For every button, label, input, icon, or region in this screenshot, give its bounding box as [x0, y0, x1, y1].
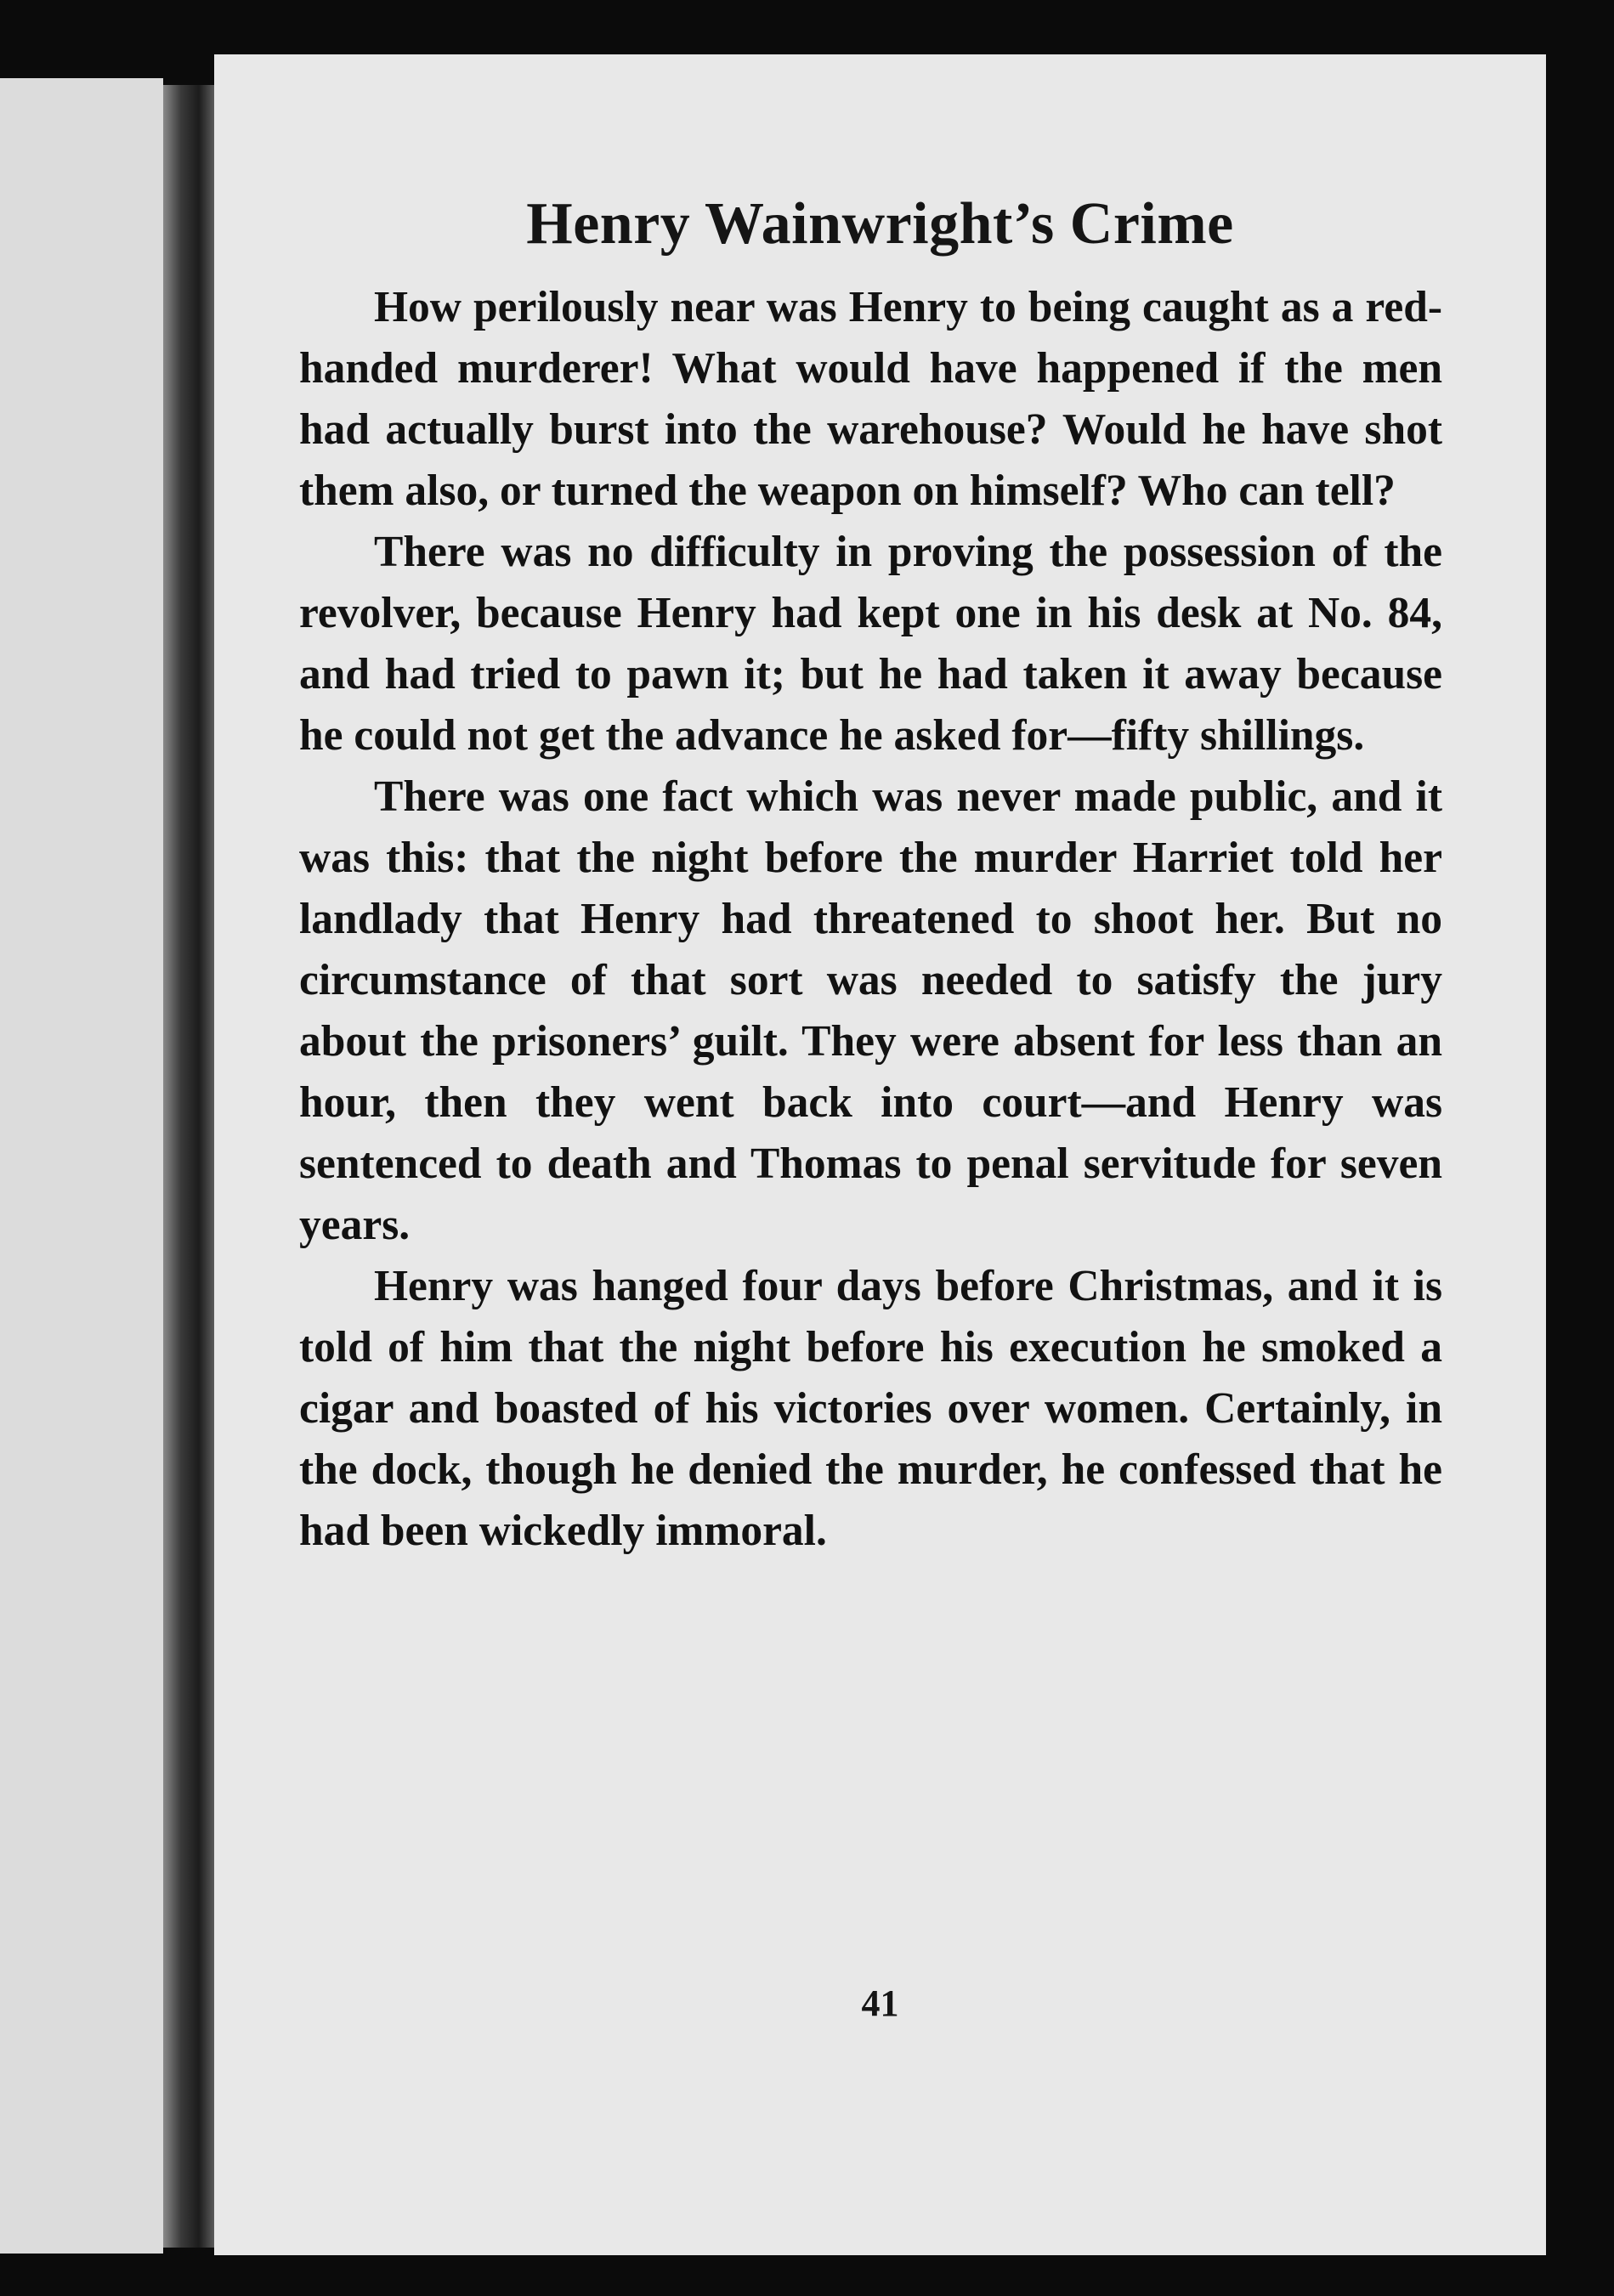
page-title: Henry Wainwright’s Crime: [526, 191, 1234, 257]
paragraph-3: There was one fact which was never made public, and it was this: that the night before the murder Harriet told her landlady that Henry had threatened to shoot her. But no circumstance of that sort was needed to satisfy the jury about the prisoners’ guilt. They were absent for less than an hour, then they went back into court—and Henry was sentenced to death and Thomas to penal servitude for seven years.: [299, 772, 1442, 1249]
paragraph-2: There was no difficulty in proving the possession of the revolver, because Henry had kept one in his desk at No. 84, and had tried to pawn it; but he had taken it away because he could not get the advance he asked for—fifty shillings.: [299, 528, 1442, 760]
body-text: [299, 277, 1442, 1562]
facing-page: [0, 78, 163, 2254]
page-number: 41: [861, 1982, 899, 2024]
book-page: [214, 54, 1546, 2255]
paragraph-1: How perilously near was Henry to being caught as a red-handed murderer! What would have happened if the men had actually burst into the warehouse? Would he have shot them also, or turned the weapon on himself? Who can tell?: [299, 283, 1442, 515]
paragraph-4: Henry was hanged four days before Christmas, and it is told of him that the night before his execution he smoked a cigar and boasted of his victories over women. Certainly, in the dock, though he denied the murder, he confessed that he had been wickedly immoral.: [299, 1262, 1442, 1555]
